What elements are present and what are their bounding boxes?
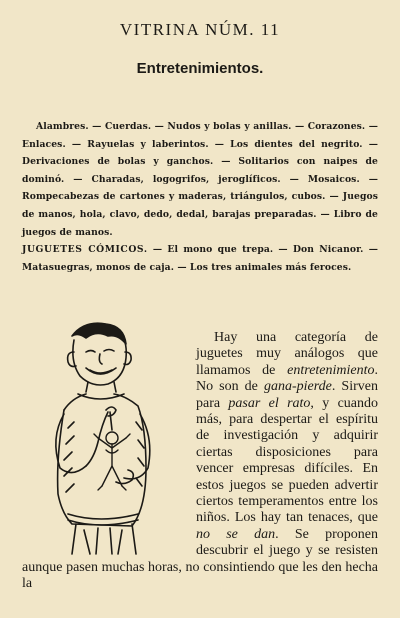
body-text-run: Hay una categoría de juguetes muy análogos que llamamos de xyxy=(196,330,378,378)
body-italic-entretenimiento: entretenimiento xyxy=(287,362,375,378)
body-text-run: , y cuando más, para despertar el espíritu de investigación y adquirir ciertas disposiciones para vencer empresas difíciles. En estos juegos se pueden advertir ciertos temperamentos entre los niños. Los hay tan tenaces, que xyxy=(196,395,378,526)
item-list xyxy=(22,118,378,276)
body-italic-pasar-el-rato: pasar el rato xyxy=(228,395,311,411)
comicos-text: — El mono que trepa. — Don Nicanor. — Matasuegras, monos de caja. — Los tres animales más feroces. xyxy=(22,244,379,273)
body-text xyxy=(22,330,378,593)
section-title: Entretenimientos. xyxy=(136,60,264,77)
body-italic-gana-pierde: gana-pierde xyxy=(263,379,332,395)
body-text-run: . No son de xyxy=(196,362,378,395)
running-head: VITRINA NÚM. 11 xyxy=(119,20,281,39)
items-paragraph: Alambres. — Cuerdas. — Nudos y bolas y anillas. — Corazones. — Enlaces. — Rayuelas y laberintos. — Los dientes del negrito. — Derivaciones de bolas y ganchos. — Solitarios con naipes de dominó. — Charadas, logogrifos, jeroglíficos. — Mosaicos. — Rompecabezas de cartones y maderas, triángulos, cubos. — Juegos de manos, hola, clavo, dedo, dedal, barajas preparadas. — Libro de juegos de manos. xyxy=(22,121,378,238)
body-italic-no-se-dan: no se dan xyxy=(196,526,276,542)
body-text-run: . Se proponen descubrir el juego y se resisten aunque pasen muchas horas, no consintiendo que les den hecha la xyxy=(22,526,378,592)
illustration-spacer xyxy=(22,330,196,552)
comicos-paragraph xyxy=(22,241,378,276)
body-text-run: . Sirven para xyxy=(196,379,378,411)
comicos-label: JUGUETES CÓMICOS. xyxy=(22,244,148,256)
